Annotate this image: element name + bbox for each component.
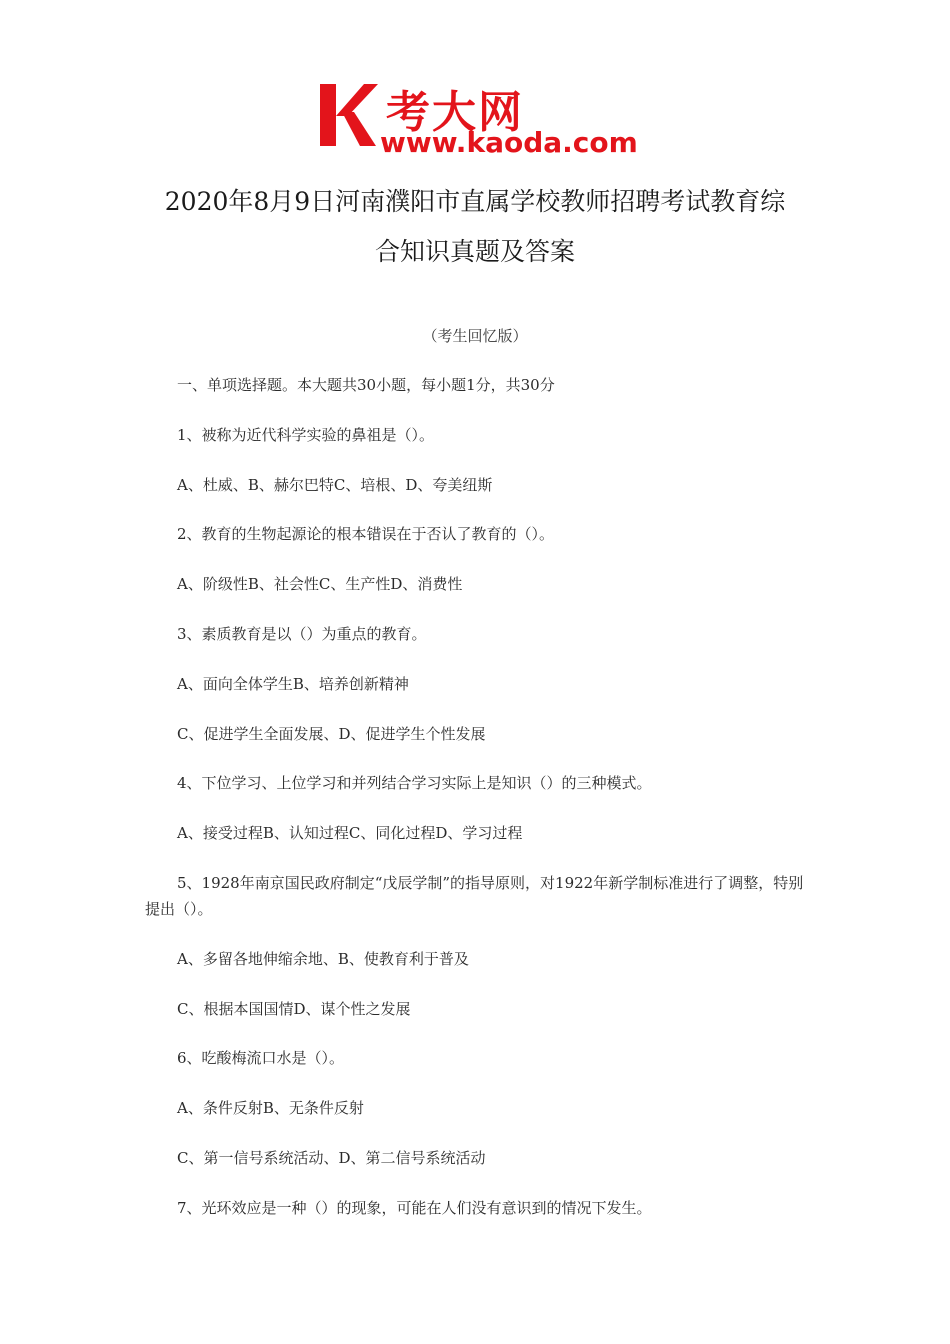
question-7: 7、光环效应是一种（）的现象，可能在人们没有意识到的情况下发生。 [177, 1198, 652, 1217]
document-title-line-1: 2020年8月9日河南濮阳市直属学校教师招聘考试教育综 [164, 187, 786, 216]
question-5-options-ab: A、多留各地伸缩余地、B、使教育利于普及 [177, 949, 469, 968]
question-5-options-cd: C、根据本国国情D、谋个性之发展 [177, 999, 411, 1018]
question-3-options-cd: C、促进学生全面发展、D、促进学生个性发展 [177, 724, 486, 743]
question-6: 6、吃酸梅流口水是（）。 [177, 1049, 345, 1068]
logo-k-icon [318, 82, 378, 148]
question-2-options: A、阶级性B、社会性C、生产性D、消费性 [177, 575, 463, 594]
question-4-options: A、接受过程B、认知过程C、同化过程D、学习过程 [177, 824, 523, 843]
document-title-line-2: 合知识真题及答案 [374, 237, 575, 266]
question-5: 5、1928年南京国民政府制定“戊辰学制”的指导原则，对1922年新学制标准进行了调整，特别提出（）。 [145, 873, 804, 918]
question-1-options: A、杜威、B、赫尔巴特C、培根、D、夸美纽斯 [177, 475, 493, 494]
question-3-options-ab: A、面向全体学生B、培养创新精神 [177, 674, 409, 693]
logo-url: www.kaoda.com [380, 126, 638, 159]
question-1: 1、被称为近代科学实验的鼻祖是（）。 [177, 425, 435, 444]
document-body [145, 372, 815, 1245]
question-3: 3、素质教育是以（）为重点的教育。 [177, 624, 427, 643]
document-subtitle: （考生回忆版） [422, 327, 528, 345]
kaoda-logo [318, 82, 638, 158]
question-6-options-cd: C、第一信号系统活动、D、第二信号系统活动 [177, 1148, 486, 1167]
logo-name: 考大网 [386, 87, 524, 138]
section-heading: 一、单项选择题。本大题共30小题，每小题1分，共30分 [177, 376, 555, 394]
question-2: 2、教育的生物起源论的根本错误在于否认了教育的（）。 [177, 525, 555, 544]
question-4: 4、下位学习、上位学习和并列结合学习实际上是知识（）的三种模式。 [177, 774, 652, 793]
question-6-options-ab: A、条件反射B、无条件反射 [177, 1099, 364, 1118]
